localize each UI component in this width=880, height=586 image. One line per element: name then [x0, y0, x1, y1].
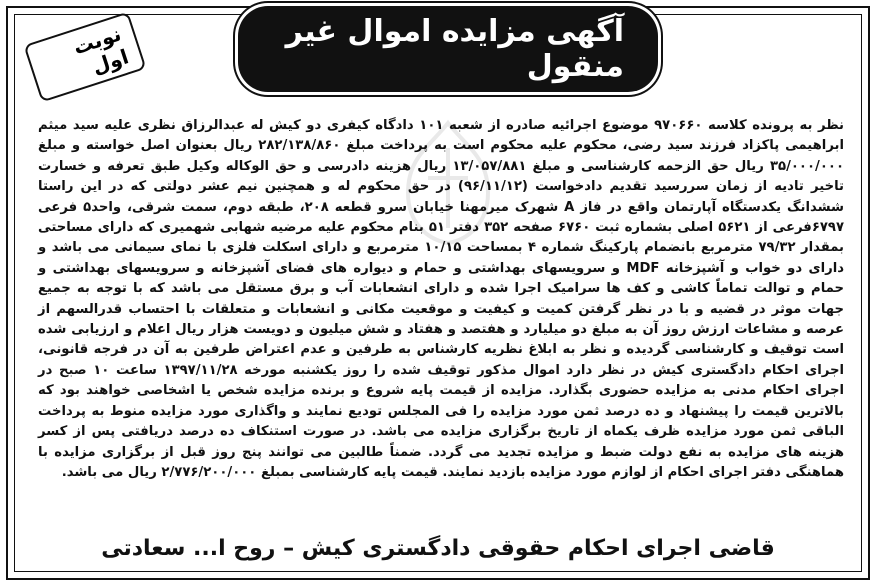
notice-title: آگهی مزایده اموال غیر منقول — [238, 6, 658, 92]
title-banner — [238, 14, 658, 84]
notice-footer — [8, 528, 868, 568]
stamp-label: نوبت اول — [23, 11, 146, 102]
notice-body: نظر به پرونده کلاسه ۹۷۰۶۶۰ موضوع اجرائیه صادره از شعبه ۱۰۱ دادگاه کیفری دو کیش له عبدالرزاق نظری علیه سید میثم ابراهیمی پاکزاد فرزند سید رضی، محکوم علیه محکوم است به پرداخت مبلغ ۲۸۲/۱۳۸/۸۶۰ ریال بعنوان اصل خواسته و مبلغ ۳۵/۰۰۰/۰۰۰ ریال حق الزحمه کارشناسی و مبلغ ۱۳/۰۵۷/۸۸۱ ریال هزینه دادرسی و حق الوکاله وکیل طبق تعرفه و خسارت تاخیر تادیه از زمان سررسید تقدیم دادخواست (۹۶/۱۱/۱۲) در حق محکوم له و همچنین نیم عشر دولتی که در این راستا ششدانگ یکدستگاه آپارتمان واقع در فاز A شهرک میرمهنا خیابان سرو قطعه ۲۰۸، طبقه دوم، سمت شرقی، واحد۵ فرعی ۶۷۹۷فرعی از ۵۶۲۱ اصلی بشماره ثبت ۶۷۶۰ صفحه ۳۵۲ دفتر ۵۱ بنام محکوم علیه مرضیه شهابی شهمیری که دارای مساحتی بمقدار ۷۹/۳۲ مترمربع بانضمام پارکینگ شماره ۴ بمساحت ۱۰/۱۵ مترمربع و دارای اسکلت فلزی با نمای سیمانی می باشد و دارای دو خواب و آشپزخانه MDF و سرویسهای بهداشتی و حمام و دیواره های فضای آشپزخانه و سرویسهای بهداشتی و حمام و توالت تماماً کاشی و کف ها سرامیک اجرا شده و دارای انشعابات آب و برق مستقل می باشد که با توجه به جمیع جهات موثر در قضیه و با در نظر گرفتن کمیت و کیفیت و موقعیت مکانی و انشعابات و متعلقات با احتساب قدرالسهم از عرصه و مشاعات ارزش روز آن به مبلغ دو میلیارد و هفتصد و هفتاد و شش میلیون و دویست هزار ریال اعلام و ارزیابی شده است توقیف و کارشناسی گردیده و نظر به ابلاغ نظریه کارشناس به طرفین و عدم اعتراض طرفین به آن در فرجه قانونی، اجرای احکام دادگستری کیش در نظر دارد اموال مذکور توقیف شده را روز یکشنبه مورخه ۱۳۹۷/۱۱/۲۸ ساعت ۱۰ صبح در اجرای احکام مدنی به مزایده حضوری بگذارد. مزایده از قیمت پایه شروع و برنده مزایده شخص یا اشخاصی خواهند بود که بالاترین قیمت را پیشنهاد و ده درصد ثمن مورد مزایده را فی المجلس تودیع نمایند و واگذاری مورد مزایده منوط به پرداخت الباقی ثمن مورد مزایده ظرف یکماه از تاریخ برگزاری مزایده می باشد. در صورت استنکاف ده درصد دریافتی پس از کسر هزینه های مزایده به نفع دولت ضبط و مزایده تجدید می گردد. ضمناً طالبین می توانند پنج روز قبل از برگزاری مزایده با هماهنگی دفتر اجرای احکام از لوازم مورد مزایده بازدید نمایند. قیمت پایه کارشناسی بمبلغ ۲/۷۷۶/۲۰۰/۰۰۰ ریال می باشد. — [38, 118, 845, 480]
notice-frame — [6, 6, 870, 580]
judge-signature-line: قاضی اجرای احکام حقوقی دادگستری کیش – روح ا... سعادتی — [101, 535, 775, 561]
